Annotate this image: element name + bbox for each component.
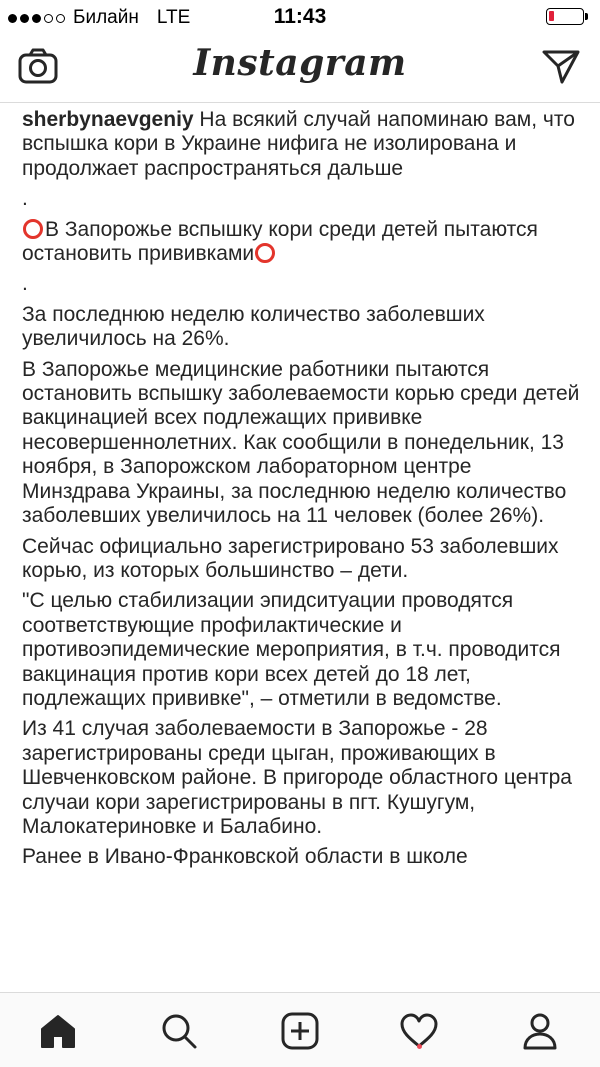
separator-dot: . [22, 187, 28, 211]
home-icon[interactable] [38, 1011, 78, 1051]
caption-intro [22, 108, 582, 181]
instagram-logo: Instagram [193, 42, 407, 84]
status-time: 11:43 [273, 5, 327, 28]
network-type: LTE [156, 7, 191, 28]
bottom-tab-bar [0, 992, 600, 1067]
notification-dot [417, 1044, 422, 1049]
caption-first-text: На всякий случай напоминаю вам, что вспышка кори в Украине нифига не изолирована и продолжает распространяться дальше [22, 108, 575, 180]
search-icon[interactable] [159, 1011, 199, 1051]
caption-paragraph: "С целью стабилизации эпидситуации проводятся соответствующие профилактические и противоэпидемические мероприятия, в т.ч. проводится вакцинация против кори всех детей до 18 лет, подлежащих прививке", – отметили в ведомстве. [22, 589, 561, 710]
caption-paragraph: Сейчас официально зарегистрировано 53 заболевших корью, из которых большинство – дети. [22, 534, 559, 582]
caption-paragraph: Из 41 случая заболеваемости в Запорожье - 28 зарегистрированы среди цыган, проживающих в Шевченковском районе. В пригороде областного центра случаи кори зарегистрированы в пгт. Кушугум, Малокатериновке и Балабино. [22, 717, 572, 838]
caption-paragraph: В Запорожье медицинские работники пытаются остановить вспышку заболеваемости корью среди детей вакцинацией всех подлежащих прививке несовершеннолетних. Как сообщили в понедельник, 13 ноября, в Запорожском лабораторном центре Минздрава Украины, за последнюю неделю количество заболевших увеличилось на 11 человек (более 26%). [22, 357, 580, 528]
carrier-name: Билайн [73, 7, 139, 28]
add-post-icon[interactable] [280, 1011, 320, 1051]
red-circle-icon [255, 243, 275, 263]
headline-text: В Запорожье вспышку кори среди детей пытаются остановить прививками [22, 217, 538, 266]
separator-dot: . [22, 272, 28, 296]
caption-paragraph: Ранее в Ивано-Франковской области в школе [22, 845, 468, 869]
post-caption [22, 108, 582, 870]
profile-icon[interactable] [520, 1011, 560, 1051]
post-username[interactable]: sherbynaevgeniy [22, 108, 194, 131]
caption-headline [22, 218, 582, 267]
caption-paragraph: За последнюю неделю количество заболевших увеличилось на 26%. [22, 302, 485, 351]
red-circle-icon [23, 219, 43, 239]
